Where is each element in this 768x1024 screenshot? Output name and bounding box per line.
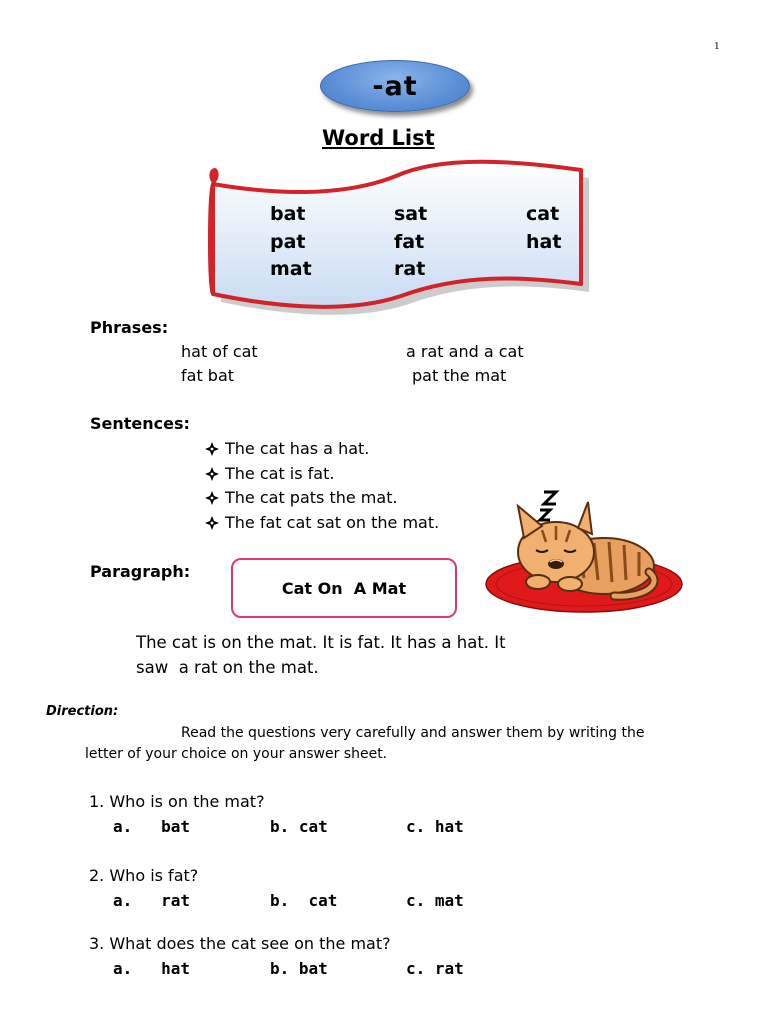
paragraph-title-box xyxy=(231,558,457,618)
choice-option: b. cat xyxy=(270,891,338,910)
sentence-text: The cat pats the mat. xyxy=(225,488,398,507)
word-cat: cat xyxy=(526,203,560,225)
phrase-item: fat bat xyxy=(181,366,235,385)
phrase-item: pat the mat xyxy=(412,366,507,385)
sentences-label: Sentences: xyxy=(90,414,190,433)
paragraph-text xyxy=(136,630,606,680)
page-number: 1 xyxy=(714,40,720,52)
page-title: -at xyxy=(372,70,418,102)
choice-option: c. rat xyxy=(406,959,464,978)
direction-line: letter of your choice on your answer sheet. xyxy=(85,746,388,762)
paragraph-line: The cat is on the mat. It is fat. It has a hat. It xyxy=(136,633,506,652)
sleeping-cat-on-mat-illustration xyxy=(484,488,686,614)
word-mat: mat xyxy=(270,258,312,280)
choice-option: a. rat xyxy=(113,891,191,910)
choice-option: b. cat xyxy=(270,817,328,836)
direction-line: Read the questions very carefully and answer them by writing the xyxy=(181,725,645,741)
question-2: 2. Who is fat? xyxy=(89,866,199,885)
choice-option: a. hat xyxy=(113,959,191,978)
diamond-bullet-icon xyxy=(205,467,219,481)
sentence-item xyxy=(205,439,369,458)
phrase-item: a rat and a cat xyxy=(406,342,524,361)
word-rat: rat xyxy=(394,258,426,280)
word-fat: fat xyxy=(394,231,425,253)
paragraph-title: Cat On A Mat xyxy=(281,578,407,598)
choice-option: b. bat xyxy=(270,959,328,978)
word-bat: bat xyxy=(270,203,306,225)
sentence-text: The fat cat sat on the mat. xyxy=(225,513,440,532)
choice-option: c. mat xyxy=(406,891,464,910)
sentence-item xyxy=(205,513,439,532)
sentence-text: The cat has a hat. xyxy=(225,439,370,458)
diamond-bullet-icon xyxy=(205,516,219,530)
diamond-bullet-icon xyxy=(205,442,219,456)
title-oval xyxy=(320,60,470,112)
paragraph-line: saw a rat on the mat. xyxy=(136,658,319,677)
direction-label: Direction: xyxy=(46,704,119,719)
word-pat: pat xyxy=(270,231,306,253)
diamond-bullet-icon xyxy=(205,491,219,505)
choice-option: a. bat xyxy=(113,817,191,836)
choice-option: c. hat xyxy=(406,817,464,836)
word-hat: hat xyxy=(526,231,562,253)
paragraph-label: Paragraph: xyxy=(90,562,191,581)
phrases-label: Phrases: xyxy=(90,318,169,337)
sentence-text: The cat is fat. xyxy=(225,464,335,483)
sentence-item xyxy=(205,488,398,507)
phrase-item: hat of cat xyxy=(181,342,258,361)
sentence-item xyxy=(205,464,334,483)
word-sat: sat xyxy=(394,203,428,225)
question-1: 1. Who is on the mat? xyxy=(89,792,265,811)
zz-sleep-icon xyxy=(540,492,556,520)
question-3: 3. What does the cat see on the mat? xyxy=(89,934,391,953)
word-list-heading: Word List xyxy=(322,126,435,150)
